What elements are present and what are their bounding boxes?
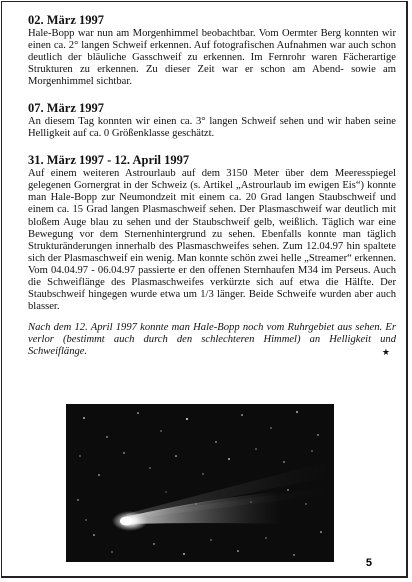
closing-note [28, 322, 396, 358]
page-number: 5 [365, 557, 372, 569]
page [1, 1, 408, 578]
section-heading: 07. März 1997 [28, 101, 105, 116]
section-march-02 [28, 13, 396, 88]
end-mark-star-icon: ★ [381, 348, 390, 359]
section-march-07 [28, 101, 396, 140]
section-body: Hale-Bopp war nun am Morgenhimmel beobachtbar. Vom Oermter Berg konnten wir einen ca. 2° langen Schweif erkennen. Auf fotografischen Aufnahmen war auch schon deutlich der bläuliche Gasschweif zu erkennen. Im Fernrohr waren Fächerartige Strukturen zu erkennen. Zu dieser Zeit war er schon am Abend- sowie am Morgenhimmel sichtbar. [28, 28, 396, 88]
comet-photo [66, 404, 334, 562]
section-march-31-april-12 [28, 153, 396, 313]
section-body: Auf einem weiteren Astrourlaub auf dem 3150 Meter über dem Meeresspiegel gelegenen Gornergrat in der Schweiz (s. Artikel „Astrourlaub im ewigen Eis“) konnte man Hale-Bopp zur Neumondzeit mit einem ca. 20 Grad langen Staubschweif und einem ca. 15 Grad langen Plasmaschweif sehen. Der Plasmaschweif war deutlich mit bloßem Auge blau zu sehen und der Staubschweif gelb, weißlich. Täglich war eine Bewegung vor dem Sternenhintergrund zu sehen. Ebenfalls konnte man täglich Strukturänderungen innerhalb des Plasmaschweifes sehen. Zum 12.04.97 hin spaltete sich der Plasmaschweif ein wenig. Man konnte schön zwei helle „Streamer“ erkennen. Vom 04.04.97 - 06.04.97 passierte er den offenen Sternhaufen M34 im Perseus. Auch die Schweiflänge des Plasmaschweifes verkürzte sich auf etwa die Hälfte. Der Staubschweif hingegen wurde etwa um 1/3 länger. Beide Schweife wurden aber auch blasser. [28, 168, 396, 312]
article-content [28, 6, 396, 358]
section-heading: 31. März 1997 - 12. April 1997 [28, 153, 190, 168]
closing-note-text: Nach dem 12. April 1997 konnte man Hale-Bopp noch vom Ruhrgebiet aus sehen. Er verlor (bestimmt auch durch den schlechteren Himmel) an Helligkeit und Schweiflänge. [28, 321, 396, 357]
section-heading: 02. März 1997 [28, 13, 105, 27]
section-body: An diesem Tag konnten wir einen ca. 3° langen Schweif sehen und wir haben seine Helligkeit auf ca. 0 Größenklasse geschätzt. [28, 116, 396, 140]
comet-photo-image [66, 404, 334, 562]
